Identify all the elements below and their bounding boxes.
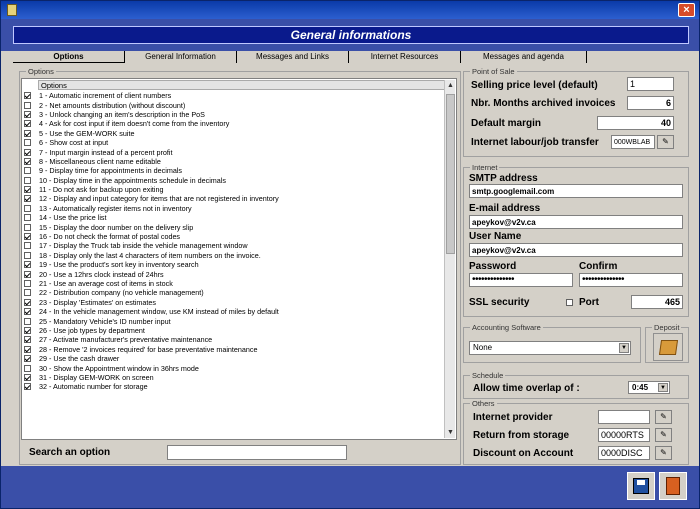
default-margin-label: Default margin <box>471 118 542 129</box>
option-label: 16 - Do not check the format of postal codes <box>39 232 181 242</box>
option-checkbox[interactable] <box>24 214 31 221</box>
close-icon: × <box>683 4 690 16</box>
option-label: 8 - Miscellaneous client name editable <box>39 156 161 166</box>
option-label: 29 - Use the cash drawer <box>39 354 120 364</box>
tab-options[interactable]: Options <box>13 51 125 63</box>
accounting-select[interactable] <box>469 341 631 355</box>
option-checkbox[interactable] <box>24 336 31 343</box>
smtp-label: SMTP address <box>469 173 538 184</box>
option-checkbox[interactable] <box>24 242 31 249</box>
months-archived-field[interactable]: 6 <box>627 96 674 110</box>
lookup-icon: ✎ <box>662 137 669 146</box>
option-row[interactable] <box>24 316 444 325</box>
option-label: 23 - Display 'Estimates' on estimates <box>39 297 156 307</box>
option-checkbox[interactable] <box>24 289 31 296</box>
option-label: 27 - Activate manufacturer's preventative maintenance <box>39 335 213 345</box>
option-checkbox[interactable] <box>24 177 31 184</box>
option-row[interactable] <box>24 232 444 241</box>
close-button[interactable] <box>678 3 695 17</box>
overlap-label: Allow time overlap of : <box>473 383 580 394</box>
point-of-sale-label: Point of Sale <box>472 67 515 76</box>
option-checkbox[interactable] <box>24 92 31 99</box>
scroll-down-icon[interactable]: ▼ <box>447 429 454 436</box>
option-label: 18 - Display only the last 4 characters of item numbers on the invoice. <box>39 250 261 260</box>
header-band <box>1 19 699 51</box>
discount-field[interactable]: 0000DISC <box>598 446 650 460</box>
username-label: User Name <box>469 231 522 242</box>
lookup-icon: ✎ <box>660 448 667 457</box>
option-row[interactable] <box>24 100 444 109</box>
labour-transfer-field[interactable]: 000WBLAB <box>611 135 655 149</box>
option-checkbox[interactable] <box>24 158 31 165</box>
option-row[interactable] <box>24 110 444 119</box>
option-checkbox[interactable] <box>24 355 31 362</box>
scroll-up-icon[interactable]: ▲ <box>447 82 454 89</box>
option-row[interactable] <box>24 176 444 185</box>
option-row[interactable] <box>24 269 444 278</box>
port-field[interactable]: 465 <box>631 295 683 309</box>
ssl-label: SSL security <box>469 297 530 308</box>
option-label: 25 - Mandatory Vehicle's ID number input <box>39 316 171 326</box>
option-checkbox[interactable] <box>24 205 31 212</box>
tab-internet-resources[interactable]: Internet Resources <box>349 51 461 63</box>
option-checkbox[interactable] <box>24 111 31 118</box>
option-label: 26 - Use job types by department <box>39 325 145 335</box>
option-row[interactable] <box>24 166 444 175</box>
port-label: Port <box>579 297 599 308</box>
tab-messages-and-agenda[interactable]: Messages and agenda <box>461 51 587 63</box>
option-row[interactable] <box>24 382 444 391</box>
tab-messages-and-links[interactable]: Messages and Links <box>237 51 349 63</box>
option-label: 22 - Distribution company (no vehicle management) <box>39 288 204 298</box>
page-title: General informations <box>13 26 689 44</box>
option-row[interactable] <box>24 251 444 260</box>
deposit-label: Deposit <box>654 323 680 332</box>
option-label: 31 - Display GEM-WORK on screen <box>39 372 154 382</box>
option-checkbox[interactable] <box>24 167 31 174</box>
option-row[interactable] <box>24 241 444 250</box>
app-icon <box>7 4 17 16</box>
footer-band <box>1 466 699 508</box>
option-row[interactable] <box>24 204 444 213</box>
option-label: 12 - Display and input category for items that are not registered in inventory <box>39 194 279 204</box>
email-field[interactable]: apeykov@v2v.ca <box>469 215 683 229</box>
scroll-thumb[interactable] <box>446 94 455 254</box>
option-label: 15 - Display the door number on the delivery slip <box>39 222 194 232</box>
options-list <box>21 78 457 440</box>
option-row[interactable] <box>24 138 444 147</box>
option-checkbox[interactable] <box>24 139 31 146</box>
option-checkbox[interactable] <box>24 365 31 372</box>
provider-field[interactable] <box>598 410 650 424</box>
default-margin-field[interactable]: 40 <box>597 116 674 130</box>
option-checkbox[interactable] <box>24 233 31 240</box>
option-row[interactable] <box>24 298 444 307</box>
option-row[interactable] <box>24 326 444 335</box>
box-icon <box>659 340 678 355</box>
overlap-select[interactable] <box>628 381 670 394</box>
option-label: 24 - In the vehicle management window, use KM instead of miles by default <box>39 307 279 317</box>
password-label: Password <box>469 261 517 272</box>
provider-label: Internet provider <box>473 412 553 423</box>
option-checkbox[interactable] <box>24 195 31 202</box>
discount-lookup-button[interactable] <box>655 446 672 460</box>
option-label: 11 - Do not ask for backup upon exiting <box>39 185 164 195</box>
option-checkbox[interactable] <box>24 299 31 306</box>
option-checkbox[interactable] <box>24 346 31 353</box>
months-archived-label: Nbr. Months archived invoices <box>471 98 616 109</box>
option-row[interactable] <box>24 91 444 100</box>
smtp-field[interactable]: smtp.googlemail.com <box>469 184 683 198</box>
option-label: 14 - Use the price list <box>39 213 107 223</box>
option-checkbox[interactable] <box>24 252 31 259</box>
option-checkbox[interactable] <box>24 224 31 231</box>
option-label: 17 - Display the Truck tab inside the vehicle management window <box>39 241 248 251</box>
option-label: 32 - Automatic number for storage <box>39 382 148 392</box>
deposit-button[interactable] <box>653 333 683 361</box>
accounting-selected: None <box>473 343 493 352</box>
option-label: 9 - Display time for appointments in decimals <box>39 166 183 176</box>
confirm-label: Confirm <box>579 261 618 272</box>
option-row[interactable] <box>24 194 444 203</box>
option-row[interactable] <box>24 185 444 194</box>
labour-transfer-label: Internet labour/job transfer <box>471 137 599 148</box>
option-checkbox[interactable] <box>24 318 31 325</box>
option-row[interactable] <box>24 213 444 222</box>
internet-label: Internet <box>472 163 498 172</box>
option-label: 1 - Automatic increment of client numbers <box>39 91 172 101</box>
selling-price-label: Selling price level (default) <box>471 80 598 91</box>
storage-label: Return from storage <box>473 430 570 441</box>
option-row[interactable] <box>24 288 444 297</box>
selling-price-field[interactable]: 1 <box>627 77 674 91</box>
option-checkbox[interactable] <box>24 271 31 278</box>
option-label: 10 - Display time in the appointments schedule in decimals <box>39 175 226 185</box>
lookup-icon: ✎ <box>660 430 667 439</box>
option-label: 3 - Unlock changing an item's description in the PoS <box>39 109 205 119</box>
exit-icon <box>666 477 680 495</box>
search-label: Search an option <box>29 447 111 458</box>
option-row[interactable] <box>24 222 444 231</box>
lookup-icon: ✎ <box>660 412 667 421</box>
discount-label: Discount on Account <box>473 448 574 459</box>
accounting-label: Accounting Software <box>472 323 541 332</box>
username-field[interactable]: apeykov@v2v.ca <box>469 243 683 257</box>
option-label: 21 - Use an average cost of items in stock <box>39 279 173 288</box>
option-label: 20 - Use a 12hrs clock instead of 24hrs <box>39 269 164 279</box>
labour-lookup-button[interactable] <box>657 135 674 149</box>
option-label: 4 - Ask for cost input if item doesn't come from the inventory <box>39 119 230 129</box>
chevron-down-icon[interactable]: ▼ <box>619 343 629 353</box>
search-input[interactable] <box>167 445 347 460</box>
options-group-label: Options <box>28 67 54 76</box>
option-row[interactable] <box>24 307 444 316</box>
others-label: Others <box>472 399 495 408</box>
storage-field[interactable]: 00000RTS <box>598 428 650 442</box>
title-bar <box>1 1 699 19</box>
ssl-checkbox[interactable] <box>566 299 573 306</box>
options-scrollbar[interactable] <box>444 80 455 438</box>
option-row[interactable] <box>24 129 444 138</box>
option-row[interactable] <box>24 345 444 354</box>
option-label: 13 - Automatically register items not in inventory <box>39 203 192 213</box>
option-row[interactable] <box>24 157 444 166</box>
option-checkbox[interactable] <box>24 186 31 193</box>
option-label: 7 - Input margin instead of a percent profit <box>39 147 173 157</box>
option-label: 6 - Show cost at input <box>39 138 109 148</box>
option-checkbox[interactable] <box>24 280 31 287</box>
chevron-down-icon[interactable]: ▼ <box>658 383 668 392</box>
option-row[interactable] <box>24 260 444 269</box>
option-row[interactable] <box>24 373 444 382</box>
option-row[interactable] <box>24 363 444 372</box>
option-checkbox[interactable] <box>24 383 31 390</box>
option-row[interactable] <box>24 335 444 344</box>
overlap-value: 0:45 <box>632 383 649 392</box>
email-label: E-mail address <box>469 203 541 214</box>
options-column-header: Options <box>38 80 446 90</box>
password-field[interactable]: •••••••••••••• <box>469 273 573 287</box>
option-checkbox[interactable] <box>24 261 31 268</box>
schedule-label: Schedule <box>472 371 504 380</box>
option-checkbox[interactable] <box>24 149 31 156</box>
save-button[interactable] <box>627 472 655 500</box>
option-label: 30 - Show the Appointment window in 36hrs mode <box>39 363 199 373</box>
provider-lookup-button[interactable] <box>655 410 672 424</box>
option-checkbox[interactable] <box>24 120 31 127</box>
option-row[interactable] <box>24 147 444 156</box>
option-checkbox[interactable] <box>24 327 31 334</box>
tab-general-information[interactable]: General Information <box>125 51 237 63</box>
save-icon <box>633 478 649 494</box>
tab-bar <box>13 51 689 63</box>
option-checkbox[interactable] <box>24 374 31 381</box>
option-label: 19 - Use the product's sort key in inventory search <box>39 260 199 270</box>
option-label: 2 - Net amounts distribution (without discount) <box>39 100 186 110</box>
option-checkbox[interactable] <box>24 102 31 109</box>
confirm-field[interactable]: •••••••••••••• <box>579 273 683 287</box>
storage-lookup-button[interactable] <box>655 428 672 442</box>
option-row[interactable] <box>24 119 444 128</box>
option-row[interactable] <box>24 279 444 288</box>
option-checkbox[interactable] <box>24 308 31 315</box>
exit-button[interactable] <box>659 472 687 500</box>
option-label: 5 - Use the GEM-WORK suite <box>39 128 135 138</box>
options-rows <box>24 91 444 392</box>
option-row[interactable] <box>24 354 444 363</box>
option-label: 28 - Remove '2 invoices required' for base preventative maintenance <box>39 344 258 354</box>
option-checkbox[interactable] <box>24 130 31 137</box>
